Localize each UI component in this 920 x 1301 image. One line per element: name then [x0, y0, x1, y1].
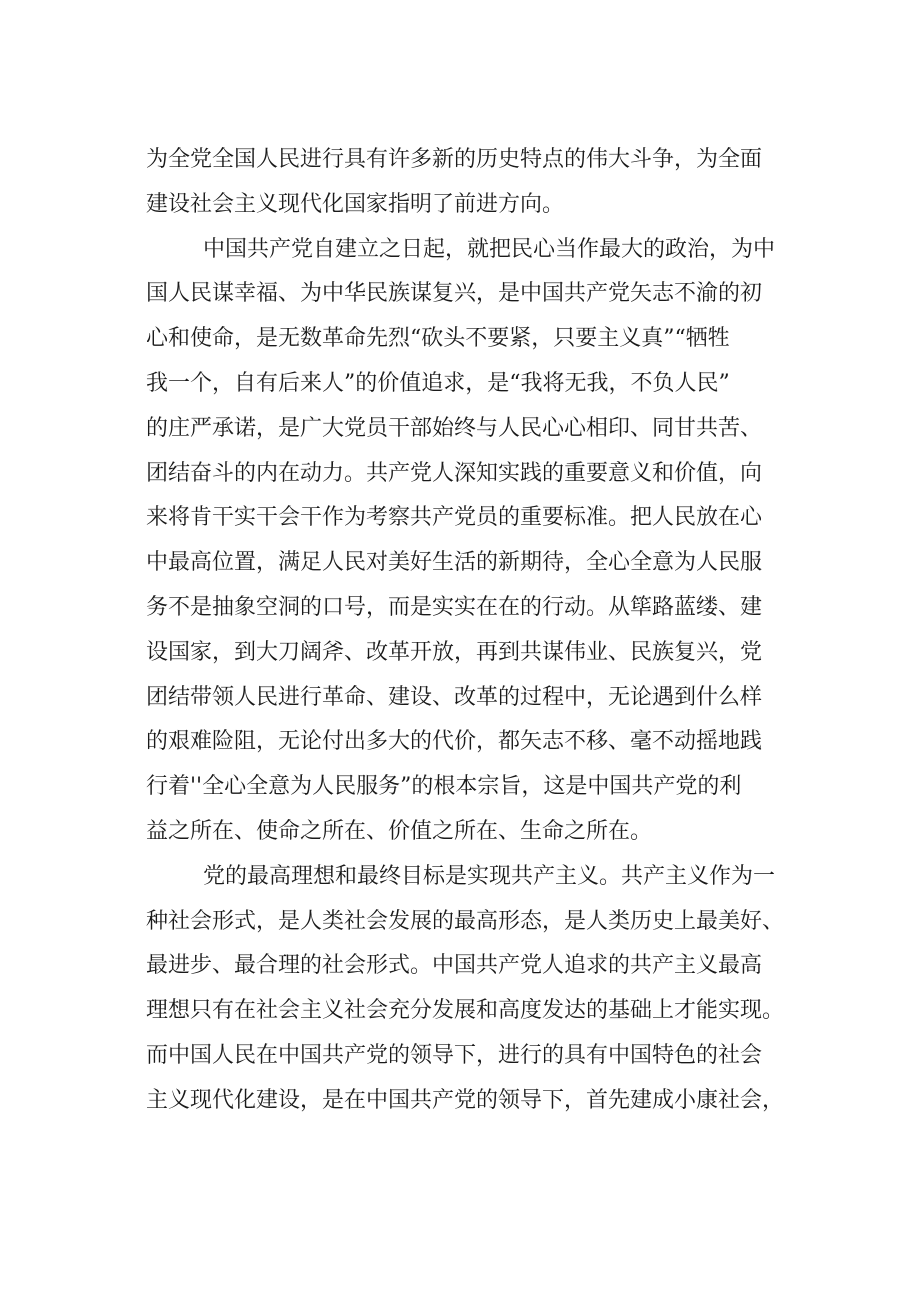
paragraph	[146, 855, 806, 1124]
text-line: 来将肯干实干会干作为考察共产党员的重要标准。把人民放在心	[146, 505, 763, 531]
text-line: 建设社会主义现代化国家指明了前进方向。	[146, 191, 565, 217]
text-line: 党的最高理想和最终目标是实现共产主义。共产主义作为一	[203, 863, 776, 889]
paragraph	[146, 228, 806, 855]
text-line: 种社会形式，是人类社会发展的最高形态，是人类历史上最美好、	[146, 908, 785, 934]
text-line: 最进步、最合理的社会形式。中国共产党人追求的共产主义最高	[146, 953, 763, 979]
text-line: 我一个，自有后来人”的价值追求，是“我将无我，不负人民”	[146, 370, 730, 396]
text-line: 主义现代化建设，是在中国共产党的领导下，首先建成小康社会，	[146, 1087, 785, 1113]
text-line: 团结奋斗的内在动力。共产党人深知实践的重要意义和价值，向	[146, 460, 763, 486]
text-line: 益之所在、使命之所在、价值之所在、生命之所在。	[146, 818, 653, 844]
document-page	[146, 138, 806, 1124]
text-line: 国人民谋幸福、为中华民族谋复兴，是中国共产党矢志不渝的初	[146, 281, 763, 307]
text-line: 中最高位置，满足人民对美好生活的新期待，全心全意为人民服	[146, 550, 763, 576]
text-line: 行着''全心全意为人民服务”的根本宗旨，这是中国共产党的利	[146, 774, 742, 800]
text-line: 心和使命，是无数革命先烈“砍头不要紧，只要主义真”“牺牲	[146, 326, 730, 352]
text-line: 团结带领人民进行革命、建设、改革的过程中，无论遇到什么样	[146, 684, 763, 710]
text-line: 理想只有在社会主义社会充分发展和高度发达的基础上才能实现。	[146, 998, 785, 1024]
text-line: 为全党全国人民进行具有许多新的历史特点的伟大斗争，为全面	[146, 147, 763, 172]
text-line: 的艰难险阻，无论付出多大的代价，都矢志不移、毫不动摇地践	[146, 729, 763, 755]
text-line: 而中国人民在中国共产党的领导下，进行的具有中国特色的社会	[146, 1042, 763, 1068]
text-line: 设国家，到大刀阔斧、改革开放，再到共谋伟业、民族复兴，党	[146, 639, 763, 665]
text-line: 务不是抽象空洞的口号，而是实实在在的行动。从筚路蓝缕、建	[146, 594, 763, 620]
paragraph	[146, 138, 806, 228]
document-body	[146, 138, 806, 1124]
text-line: 的庄严承诺，是广大党员干部始终与人民心心相印、同甘共苦、	[146, 415, 763, 441]
text-line: 中国共产党自建立之日起，就把民心当作最大的政治，为中	[203, 236, 776, 262]
